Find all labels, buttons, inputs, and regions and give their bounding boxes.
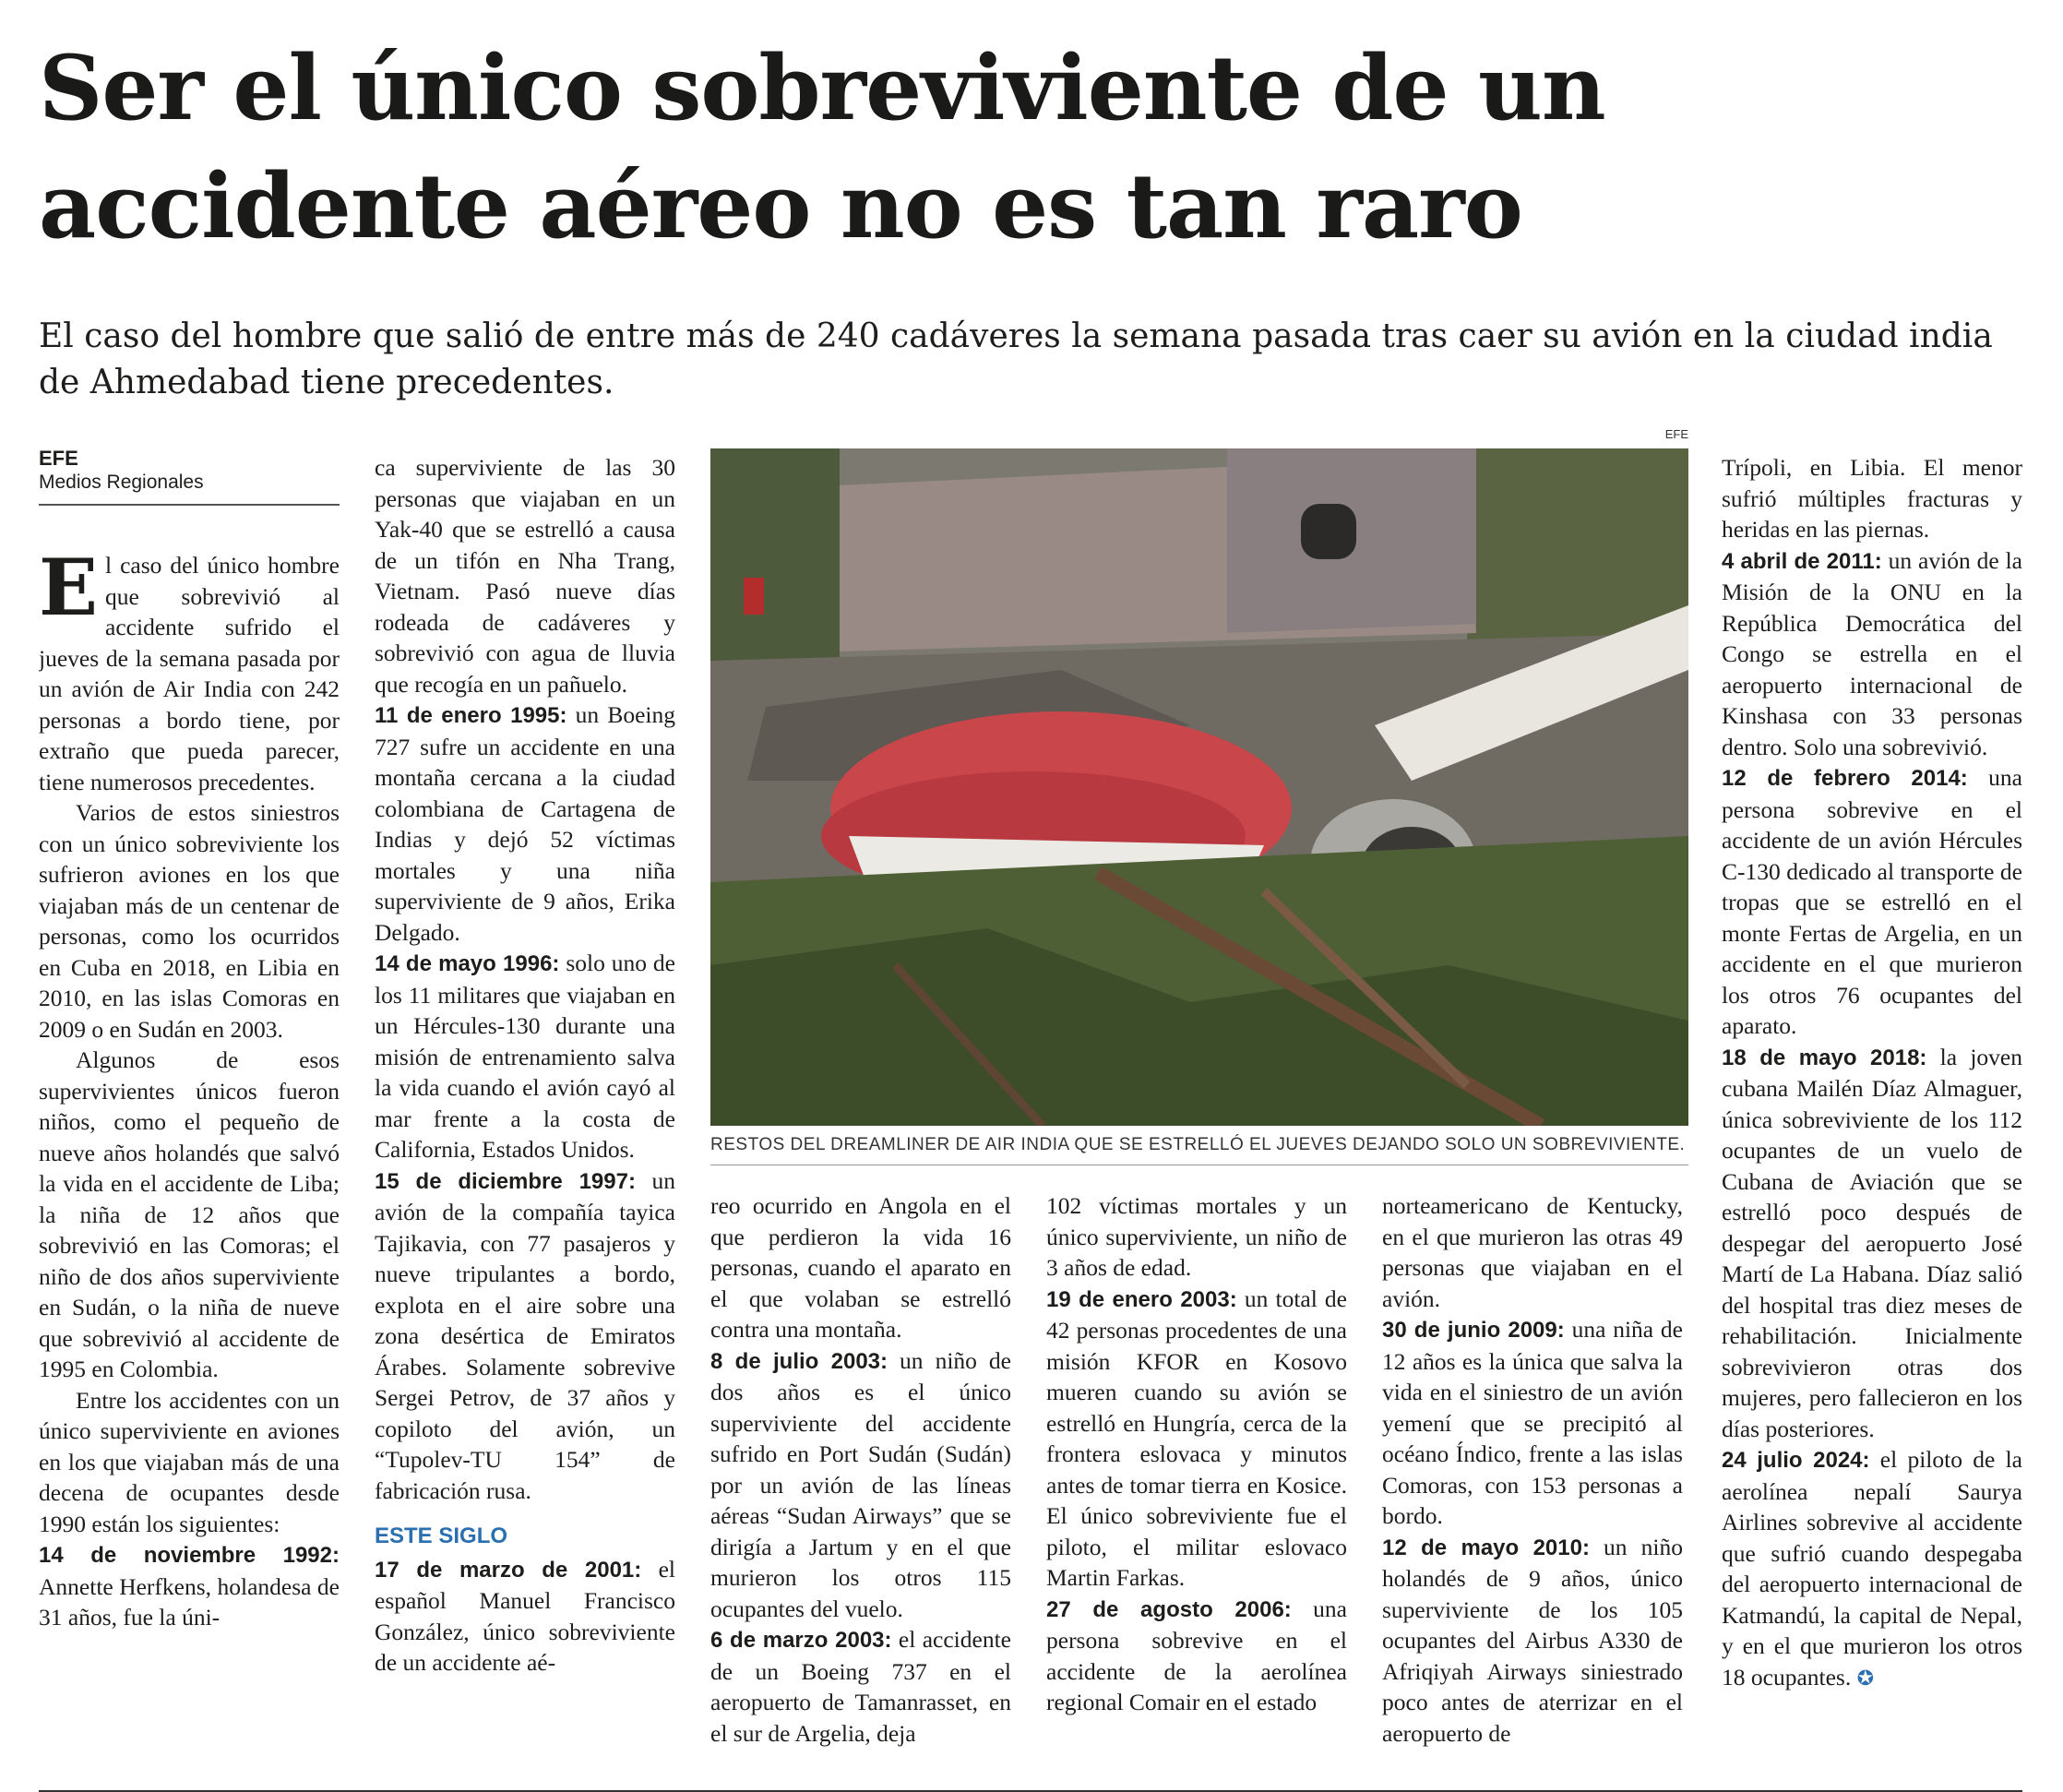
entry-2003-january: 19 de enero 2003: un total de 42 personas procedentes de una misión KFOR en Kosovo mueren cuando su avión se estrelló en Hungría, cerca de la frontera eslovaca y minutos antes de tomar tierra en Kosice. El único sobreviviente fue el piloto, el militar eslovaco Martin Farkas. bbox=[1046, 1284, 1347, 1591]
entry-1996: 14 de mayo 1996: solo uno de los 11 militares que viajaban en un Hércules-130 durante una misión de entrenamiento salva la vida cuando el avión cayó al mar frente a la costa de California, Estados Unidos. bbox=[375, 950, 675, 1163]
column-1 bbox=[39, 550, 340, 1786]
entry-date: 8 de julio 2003: bbox=[710, 1348, 888, 1374]
entry-2001-cont: reo ocurrido en Angola en el que perdieron la vida 16 personas, cuando el aparato en el que volaban se estrelló contra una montaña. bbox=[710, 1192, 1011, 1343]
crash-photo-illustration bbox=[710, 448, 1688, 1126]
photo-caption: RESTOS DEL DREAMLINER DE AIR INDIA QUE SE ESTRELLÓ EL JUEVES DEJANDO SOLO UN SOBREVIVIENTE. bbox=[710, 1135, 1688, 1165]
entry-2003-march-cont: 102 víctimas mortales y un único superviviente, un niño de 3 años de edad. bbox=[1046, 1192, 1347, 1281]
entry-2018: 18 de mayo 2018: la joven cubana Mailén Díaz Almaguer, única sobreviviente de los 112 ocupantes de un vuelo de Cubana de Aviación que se estrelló poco después de despegar del aeropuerto José Martí de La Habana. Díaz salió del hospital tras diez meses de rehabilitación. Inicialmente sobrevivieron otras dos mujeres, pero fallecieron en los días posteriores. bbox=[1722, 1043, 2022, 1442]
entry-date: 17 de marzo de 2001: bbox=[375, 1557, 642, 1583]
entry-2003-july: 8 de julio 2003: un niño de dos años es el único superviviente del accidente sufrido en Port Sudán (Sudán) por un avión de las líneas aéreas “Sudan Airways” que se dirigía a Jartum y en el que murieron los otros 115 ocupantes del vuelo. bbox=[710, 1346, 1011, 1622]
paragraph-3: Algunos de esos supervivientes únicos fueron niños, como el pequeño de nueve años holandés que salvó la vida en el accidente de Liba; la niña de 12 años que sobrevivió en las Comoras; el niño de dos años superviviente en Sudán, o la niña de nueve que sobrevivió al accidente de 1995 en Colombia. bbox=[39, 1046, 340, 1382]
entry-2024: 24 julio 2024: el piloto de la aerolínea nepalí Saurya Airlines sobrevive al accidente que sufrió cuando despegaba del aeropuerto internacional de Katmandú, la capital de Nepal, y en el que murieron los otros 18 ocupantes. ✪ bbox=[1722, 1446, 2022, 1690]
column-5 bbox=[1382, 1190, 1683, 1786]
section-subhead: ESTE SIGLO bbox=[375, 1523, 508, 1548]
column-6 bbox=[1722, 452, 2022, 1786]
paragraph-intro: El caso del único hombre que sobrevivió al accidente sufrido el jueves de la semana pasada por un avión de Air India con 242 personas a bordo tiene, por extraño que pueda parecer, tiene numerosos precedentes. bbox=[39, 550, 340, 795]
dropcap: E bbox=[39, 550, 99, 633]
paragraph-2: Varios de estos siniestros con un único sobreviviente los sufrieron aviones en los que viajaban más de un centenar de personas, como los ocurridos en Cuba en 2018, en Libia en 2010, en las islas Comoras en 2009 o en Sudán en 2003. bbox=[39, 799, 340, 1043]
entry-1992-cont: ca superviviente de las 30 personas que viajaban en un Yak-40 que se estrelló a causa de un tifón en Nha Trang, Vietnam. Pasó nueve días rodeada de cadáveres y sobrevivió con agua de lluvia que recogía en un pañuelo. bbox=[375, 454, 675, 698]
entry-1997: 15 de diciembre 1997: un avión de la compañía tayica Tajikavia, con 77 pasajeros y nueve tripulantes a bordo, explota en el aire sobre una zona desértica de Emiratos Árabes. Solamente sobrevive Sergei Petrov, de 37 años y copiloto del avión, un “Tupolev-TU 154” de fabricación rusa. bbox=[375, 1166, 675, 1504]
entry-2011: 4 abril de 2011: un avión de la Misión de la ONU en la República Democrática del Congo se estrella en el aeropuerto internacional de Kinshasa con 33 personas dentro. Solo una sobrevivió. bbox=[1722, 546, 2022, 760]
byline-agency: EFE bbox=[39, 447, 78, 470]
byline bbox=[39, 447, 340, 506]
entry-1995: 11 de enero 1995: un Boeing 727 sufre un accidente en una montaña cercana a la ciudad colombiana de Cartagena de Indias y dejó 52 víctimas mortales y una niña superviviente de 9 años, Erika Delgado. bbox=[375, 701, 675, 946]
entry-2014: 12 de febrero 2014: una persona sobrevive en el accidente de un avión Hércules C-130 dedicado al transporte de tropas que se estrelló en el monte Fertas de Argelia, en un accidente en el que murieron los otros 76 ocupantes del aparato. bbox=[1722, 764, 2022, 1039]
entry-2009: 30 de junio 2009: una niña de 12 años es la única que salva la vida en el siniestro de un avión yemení que se precipitó al océano Índico, frente a las islas Comoras, con 153 personas a bordo. bbox=[1382, 1316, 1683, 1529]
entry-date: 15 de diciembre 1997: bbox=[375, 1168, 636, 1194]
entry-date: 19 de enero 2003: bbox=[1046, 1286, 1237, 1312]
entry-date: 27 de agosto 2006: bbox=[1046, 1596, 1292, 1622]
entry-date: 12 de mayo 2010: bbox=[1382, 1535, 1590, 1560]
entry-date: 11 de enero 1995: bbox=[375, 703, 567, 728]
crash-photo bbox=[710, 448, 1688, 1126]
entry-date: 24 julio 2024: bbox=[1722, 1448, 1870, 1473]
column-3 bbox=[710, 1190, 1011, 1786]
end-mark-icon: ✪ bbox=[1856, 1667, 1875, 1690]
entry-2006: 27 de agosto 2006: una persona sobrevive en el accidente de la aerolínea regional Comair en el estado bbox=[1046, 1595, 1347, 1715]
deck: El caso del hombre que salió de entre más de 240 cadáveres la semana pasada tras caer su avión en la ciudad india de Ahmedabad tiene precedentes. bbox=[39, 317, 1993, 401]
entry-date: 12 de febrero 2014: bbox=[1722, 766, 1968, 791]
entry-2001: 17 de marzo de 2001: el español Manuel Francisco González, único sobreviviente de un accidente aé- bbox=[375, 1555, 675, 1676]
entry-2010-cont: Trípoli, en Libia. El menor sufrió múltiples fracturas y heridas en las piernas. bbox=[1722, 454, 2022, 543]
headline: Ser el único sobreviviente de un accidente aéreo no es tan raro bbox=[39, 36, 1605, 258]
entry-date: 4 abril de 2011: bbox=[1722, 548, 1882, 574]
entry-date: 14 de mayo 1996: bbox=[375, 951, 560, 976]
photo-credit: EFE bbox=[1664, 427, 1688, 441]
byline-org: Medios Regionales bbox=[39, 472, 204, 493]
entry-date: 30 de junio 2009: bbox=[1382, 1318, 1565, 1343]
entry-2010: 12 de mayo 2010: un niño holandés de 9 años, único superviviente de los 105 ocupantes del Airbus A330 de Afriqiyah Airways siniestrado poco antes de aterrizar en el aeropuerto de bbox=[1382, 1533, 1683, 1747]
paragraph-4: Entre los accidentes con un único superviviente en aviones en los que viajaban más de una decena de ocupantes desde 1990 están los siguientes: bbox=[39, 1386, 340, 1537]
entry-date: 18 de mayo 2018: bbox=[1722, 1045, 1927, 1070]
entry-date: 14 de noviembre 1992: bbox=[39, 1543, 340, 1568]
entry-2006-cont: norteamericano de Kentucky, en el que murieron las otras 49 personas que viajaban en el avión. bbox=[1382, 1192, 1683, 1312]
entry-date: 6 de marzo 2003: bbox=[710, 1628, 892, 1653]
column-2 bbox=[375, 452, 675, 1786]
column-4 bbox=[1046, 1190, 1347, 1786]
entry-1992: 14 de noviembre 1992: Annette Herfkens, holandesa de 31 años, fue la úni- bbox=[39, 1543, 340, 1631]
entry-2003-march: 6 de marzo 2003: el accidente de un Boeing 737 en el aeropuerto de Tamanrasset, en el sur de Argelia, deja bbox=[710, 1626, 1011, 1747]
